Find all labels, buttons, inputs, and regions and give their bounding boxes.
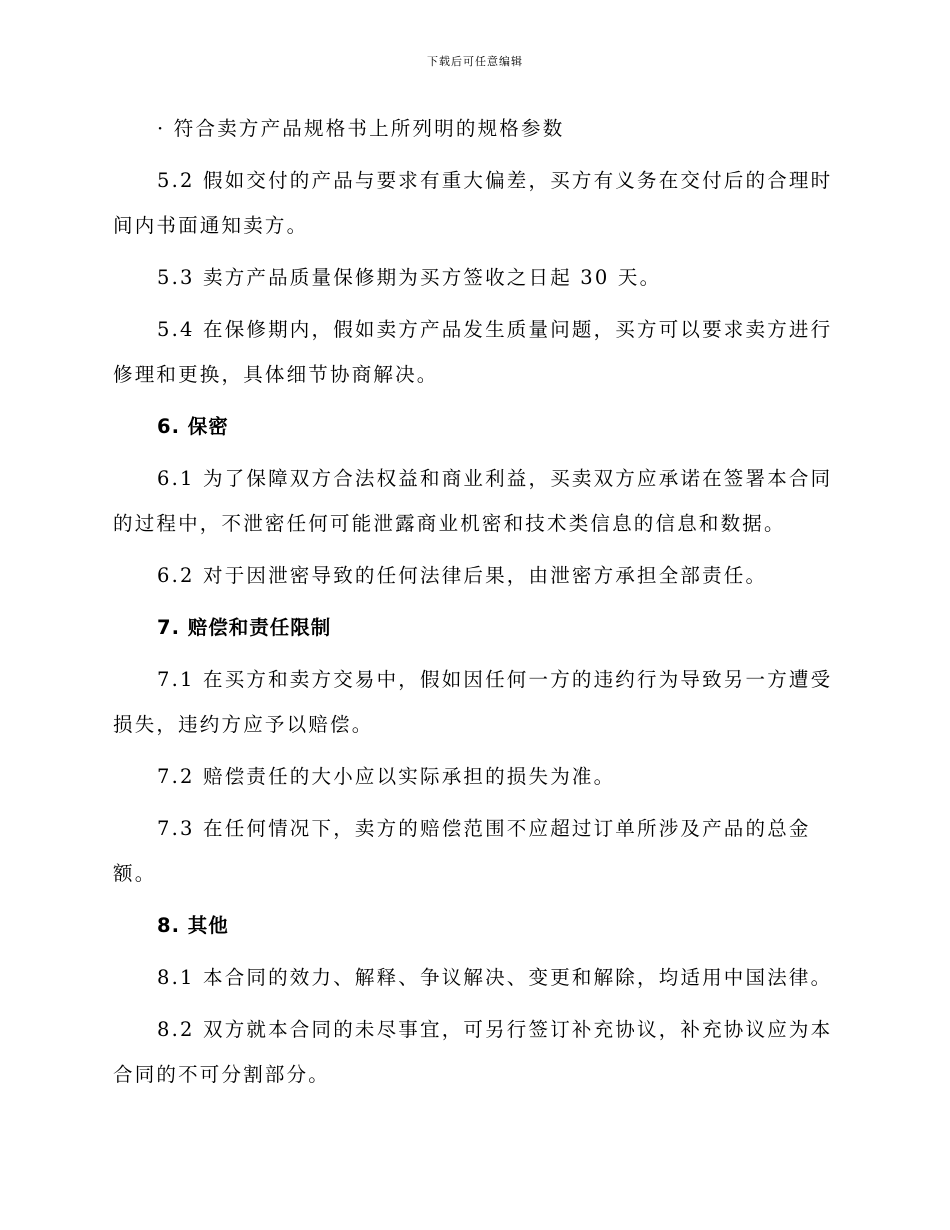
clause-5-2: 5.2 假如交付的产品与要求有重大偏差，买方有义务在交付后的合理时间内书面通知卖方。: [113, 169, 833, 237]
clause-5-4: 5.4 在保修期内，假如卖方产品发生质量问题，买方可以要求卖方进行修理和更换，具体细节协商解决。: [113, 318, 833, 386]
clause-6-1: 6.1 为了保障双方合法权益和商业利益，买卖双方应承诺在签署本合同的过程中，不泄密任何可能泄露商业机密和技术类信息的信息和数据。: [113, 467, 833, 535]
section-heading-6: 6. 保密: [157, 415, 229, 438]
page-header: 下载后可任意编辑: [427, 55, 523, 68]
clause-7-1: 7.1 在买方和卖方交易中，假如因任何一方的违约行为导致另一方遭受损失，违约方应予以赔偿。: [113, 668, 833, 736]
document-body: [113, 106, 838, 1097]
clause-8-2: 8.2 双方就本合同的未尽事宜，可另行签订补充协议，补充协议应为本合同的不可分割部分。: [113, 1018, 833, 1086]
section-heading-7: 7. 赔偿和责任限制: [157, 616, 332, 639]
clause-6-2: 6.2 对于因泄密导致的任何法律后果，由泄密方承担全部责任。: [157, 564, 768, 587]
section-heading-8: 8. 其他: [157, 914, 229, 937]
clause-5-3: 5.3 卖方产品质量保修期为买方签收之日起 30 天。: [157, 266, 662, 289]
clause-8-1: 8.1 本合同的效力、解释、争议解决、变更和解除，均适用中国法律。: [157, 966, 833, 989]
clause-7-3: 7.3 在任何情况下，卖方的赔偿范围不应超过订单所涉及产品的总金额。: [113, 817, 811, 885]
spec-bullet-paragraph: · 符合卖方产品规格书上所列明的规格参数: [157, 117, 565, 140]
clause-7-2: 7.2 赔偿责任的大小应以实际承担的损失为准。: [157, 765, 616, 788]
